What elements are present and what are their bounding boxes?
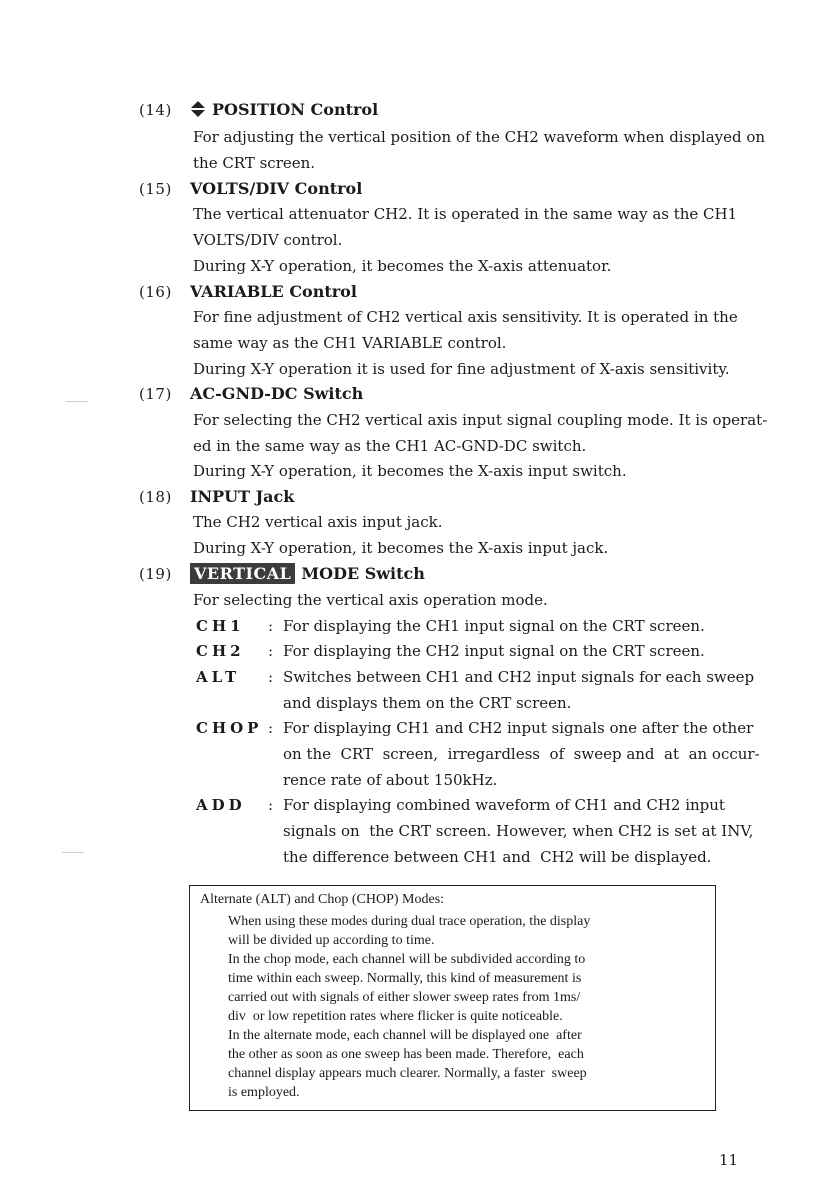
- note-line: In the chop mode, each channel will be subdivided according to: [228, 952, 586, 967]
- mode-colon: :: [268, 617, 274, 635]
- mode-description: For displaying the CH1 input signal on the CRT screen.: [283, 617, 705, 635]
- body-line: the CRT screen.: [193, 154, 316, 172]
- body-line: During X-Y operation, it becomes the X-axis attenuator.: [193, 257, 612, 275]
- section-number: (15): [139, 180, 172, 198]
- mode-name-ch2: CH2: [196, 642, 245, 660]
- page-number: 11: [719, 1151, 739, 1169]
- mode-description: For displaying combined waveform of CH1 and CH2 input: [283, 796, 725, 814]
- note-line: will be divided up according to time.: [228, 933, 435, 948]
- note-line: is employed.: [228, 1085, 300, 1100]
- section-number: (19): [139, 565, 172, 583]
- section-number: (14): [139, 101, 172, 119]
- section-number: (16): [139, 283, 172, 301]
- mode-name-alt: ALT: [196, 668, 241, 686]
- note-line: channel display appears much clearer. Normally, a faster sweep: [228, 1066, 587, 1081]
- mode-colon: :: [268, 642, 274, 660]
- note-heading: Alternate (ALT) and Chop (CHOP) Modes:: [200, 892, 445, 907]
- note-box: [189, 885, 716, 1111]
- mode-name-ch1: CH1: [196, 617, 245, 635]
- note-line: When using these modes during dual trace operation, the display: [228, 914, 591, 929]
- scan-mark: [62, 852, 84, 853]
- section-title: INPUT Jack: [190, 487, 295, 506]
- scan-mark: [66, 401, 88, 402]
- section-title: VOLTS/DIV Control: [190, 179, 363, 198]
- body-line: During X-Y operation it is used for fine adjustment of X-axis sensitivity.: [193, 360, 730, 378]
- body-line: The CH2 vertical axis input jack.: [193, 513, 443, 531]
- note-line: div or low repetition rates where flicker is quite noticeable.: [228, 1009, 563, 1024]
- section-number: (18): [139, 488, 172, 506]
- mode-description: signals on the CRT screen. However, when CH2 is set at INV,: [283, 822, 754, 840]
- body-line: For selecting the CH2 vertical axis input signal coupling mode. It is operat-: [193, 411, 768, 429]
- note-line: In the alternate mode, each channel will be displayed one after: [228, 1028, 582, 1043]
- mode-description: rence rate of about 150kHz.: [283, 771, 498, 789]
- section-title-text: POSITION Control: [212, 100, 379, 119]
- section-title: AC-GND-DC Switch: [190, 384, 364, 403]
- mode-description: the difference between CH1 and CH2 will be displayed.: [283, 848, 712, 866]
- section-title-text: MODE Switch: [301, 564, 425, 583]
- note-line: time within each sweep. Normally, this kind of measurement is: [228, 971, 582, 986]
- body-line: same way as the CH1 VARIABLE control.: [193, 334, 507, 352]
- mode-description: on the CRT screen, irregardless of sweep and at an occur-: [283, 745, 760, 763]
- note-line: carried out with signals of either slower sweep rates from 1ms/: [228, 990, 581, 1005]
- section-title: [190, 564, 425, 583]
- section-number: (17): [139, 385, 172, 403]
- section-title: VARIABLE Control: [190, 282, 357, 301]
- mode-name-add: ADD: [196, 796, 246, 814]
- body-line: VOLTS/DIV control.: [193, 231, 343, 249]
- body-line: During X-Y operation, it becomes the X-axis input jack.: [193, 539, 609, 557]
- body-line: For selecting the vertical axis operation mode.: [193, 591, 548, 609]
- mode-colon: :: [268, 796, 274, 814]
- mode-description: and displays them on the CRT screen.: [283, 694, 572, 712]
- body-line: ed in the same way as the CH1 AC-GND-DC switch.: [193, 437, 587, 455]
- mode-description: For displaying CH1 and CH2 input signals one after the other: [283, 719, 754, 737]
- mode-name-chop: CHOP: [196, 719, 263, 737]
- note-line: the other as soon as one sweep has been made. Therefore, each: [228, 1047, 584, 1062]
- body-line: The vertical attenuator CH2. It is operated in the same way as the CH1: [193, 205, 738, 223]
- up-down-triangle-icon: [190, 100, 206, 118]
- vertical-inverse-label: VERTICAL: [190, 563, 295, 584]
- mode-description: Switches between CH1 and CH2 input signals for each sweep: [283, 668, 755, 686]
- body-line: During X-Y operation, it becomes the X-axis input switch.: [193, 462, 627, 480]
- mode-colon: :: [268, 668, 274, 686]
- body-line: For adjusting the vertical position of the CH2 waveform when displayed on: [193, 128, 766, 146]
- mode-description: For displaying the CH2 input signal on the CRT screen.: [283, 642, 705, 660]
- body-line: For fine adjustment of CH2 vertical axis sensitivity. It is operated in the: [193, 308, 738, 326]
- section-title: [190, 100, 378, 119]
- mode-colon: :: [268, 719, 274, 737]
